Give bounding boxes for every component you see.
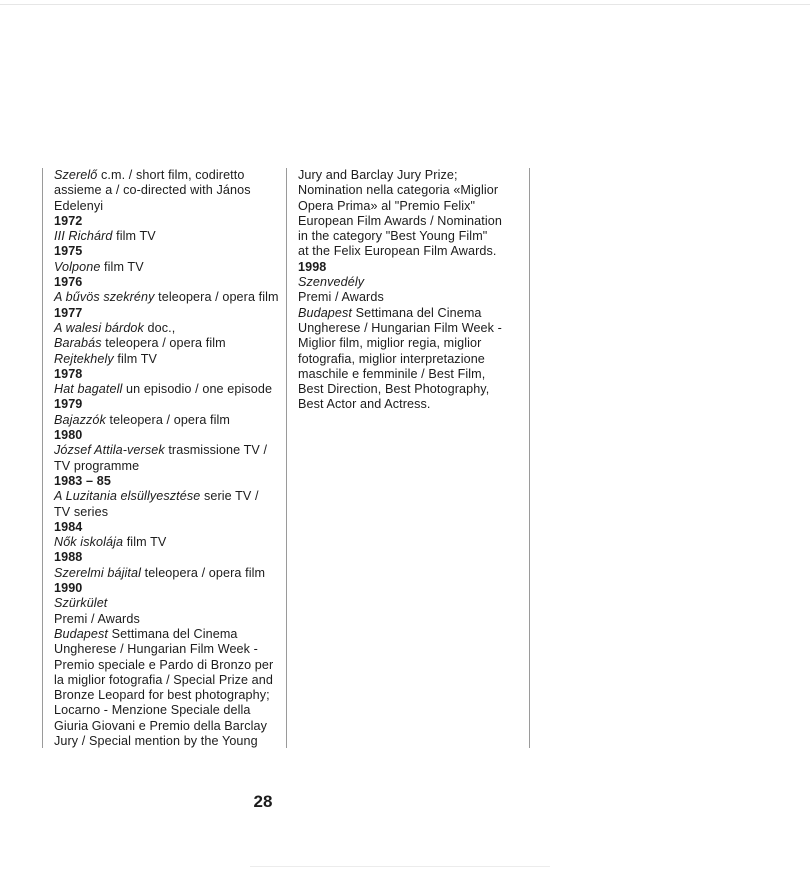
filmography-entry bbox=[54, 168, 282, 183]
work-description: film TV bbox=[113, 351, 158, 366]
year-heading: 1983 – 85 bbox=[54, 473, 111, 488]
text-line: TV programme bbox=[54, 458, 140, 473]
top-rule bbox=[0, 4, 810, 5]
bottom-rule bbox=[250, 866, 550, 867]
text-line: maschile e femminile / Best Film, bbox=[298, 366, 486, 381]
filmography-entry bbox=[298, 275, 526, 290]
work-description: teleopera / opera film bbox=[141, 565, 266, 580]
text-line: fotografia, miglior interpretazione bbox=[298, 351, 485, 366]
year-heading: 1979 bbox=[54, 397, 83, 412]
year-heading: 1976 bbox=[54, 275, 83, 290]
work-title: A bűvös szekrény bbox=[54, 290, 155, 305]
filmography-entry bbox=[298, 306, 526, 321]
filmography-column-2 bbox=[298, 168, 526, 413]
work-description: teleopera / opera film bbox=[154, 290, 279, 305]
text-line: Miglior film, miglior regia, miglior bbox=[298, 336, 482, 351]
work-description: Settimana del Cinema bbox=[352, 305, 482, 320]
column-divider-middle bbox=[286, 168, 287, 748]
text-line: la miglior fotografia / Special Prize and bbox=[54, 672, 273, 687]
text-line: Ungherese / Hungarian Film Week - bbox=[54, 642, 258, 657]
work-description: serie TV / bbox=[200, 489, 259, 504]
work-description: film TV bbox=[112, 229, 156, 244]
filmography-entry bbox=[54, 627, 282, 642]
work-title: Hat bagatell bbox=[54, 382, 123, 397]
text-line: Jury / Special mention by the Young bbox=[54, 733, 258, 748]
work-description: teleopera / opera film bbox=[101, 336, 226, 351]
work-title: Szerelő bbox=[54, 168, 98, 182]
work-title: Barabás bbox=[54, 336, 102, 351]
work-description: film TV bbox=[100, 259, 144, 274]
filmography-entry bbox=[54, 352, 282, 367]
work-description: film TV bbox=[123, 535, 167, 550]
year-heading: 1977 bbox=[54, 305, 83, 320]
filmography-entry bbox=[54, 413, 282, 428]
filmography-entry bbox=[54, 596, 282, 611]
work-title: III Richárd bbox=[54, 229, 113, 244]
year-heading: 1998 bbox=[298, 259, 327, 274]
filmography-entry bbox=[54, 443, 282, 458]
work-description: trasmissione TV / bbox=[164, 443, 268, 458]
year-heading: 1980 bbox=[54, 428, 83, 443]
work-title: József Attila-versek bbox=[54, 443, 165, 458]
year-heading: 1978 bbox=[54, 366, 83, 381]
work-title: Szerelmi bájital bbox=[54, 565, 141, 580]
year-heading: 1988 bbox=[54, 550, 83, 565]
filmography-entry bbox=[54, 489, 282, 504]
text-line: Jury and Barclay Jury Prize; bbox=[298, 168, 458, 182]
column-divider-left bbox=[42, 168, 43, 748]
page-number: 28 bbox=[253, 792, 273, 811]
work-title: Budapest bbox=[54, 626, 109, 641]
work-title: Nők iskolája bbox=[54, 535, 124, 550]
text-line: TV series bbox=[54, 504, 109, 519]
filmography-entry bbox=[54, 336, 282, 351]
text-line: assieme a / co-directed with János bbox=[54, 183, 251, 198]
work-title: Bajazzók bbox=[54, 412, 106, 427]
work-description: doc., bbox=[143, 320, 176, 335]
text-line: Edelenyi bbox=[54, 198, 104, 213]
text-line: Ungherese / Hungarian Film Week - bbox=[298, 320, 502, 335]
text-line: Best Direction, Best Photography, bbox=[298, 382, 490, 397]
text-line: Opera Prima» al "Premio Felix" bbox=[298, 198, 476, 213]
column-divider-right bbox=[529, 168, 530, 748]
work-description: un episodio / one episode bbox=[122, 382, 273, 397]
text-line: Giuria Giovani e Premio della Barclay bbox=[54, 718, 267, 733]
work-description: teleopera / opera film bbox=[105, 412, 231, 427]
work-title: Volpone bbox=[54, 259, 101, 274]
filmography-entry bbox=[54, 260, 282, 275]
text-line: Locarno - Menzione Speciale della bbox=[54, 703, 251, 718]
filmography-entry bbox=[54, 566, 282, 581]
work-description: Settimana del Cinema bbox=[108, 626, 238, 641]
work-title: Szenvedély bbox=[298, 275, 365, 290]
text-line: in the category "Best Young Film" bbox=[298, 229, 488, 244]
filmography-entry bbox=[54, 290, 282, 305]
work-title: Budapest bbox=[298, 305, 353, 320]
text-line: Bronze Leopard for best photography; bbox=[54, 688, 270, 703]
year-heading: 1990 bbox=[54, 581, 83, 596]
year-heading: 1984 bbox=[54, 519, 83, 534]
text-line: at the Felix European Film Awards. bbox=[298, 244, 497, 259]
filmography-entry bbox=[54, 535, 282, 550]
year-heading: 1972 bbox=[54, 213, 83, 228]
work-title: A walesi bárdok bbox=[54, 320, 144, 335]
filmography-entry bbox=[54, 382, 282, 397]
text-line: Premi / Awards bbox=[54, 611, 140, 626]
year-heading: 1975 bbox=[54, 244, 83, 259]
work-description: c.m. / short film, codiretto bbox=[97, 168, 245, 182]
text-line: European Film Awards / Nomination bbox=[298, 213, 502, 228]
text-line: Premi / Awards bbox=[298, 290, 384, 305]
text-line: Best Actor and Actress. bbox=[298, 397, 431, 412]
work-title: Szürkület bbox=[54, 596, 108, 611]
filmography-entry bbox=[54, 321, 282, 336]
text-line: Nomination nella categoria «Miglior bbox=[298, 183, 499, 198]
filmography-column-1 bbox=[54, 168, 282, 749]
filmography-entry bbox=[54, 229, 282, 244]
work-title: Rejtekhely bbox=[54, 351, 114, 366]
work-title: A Luzitania elsüllyesztése bbox=[54, 489, 201, 504]
text-line: Premio speciale e Pardo di Bronzo per bbox=[54, 657, 274, 672]
